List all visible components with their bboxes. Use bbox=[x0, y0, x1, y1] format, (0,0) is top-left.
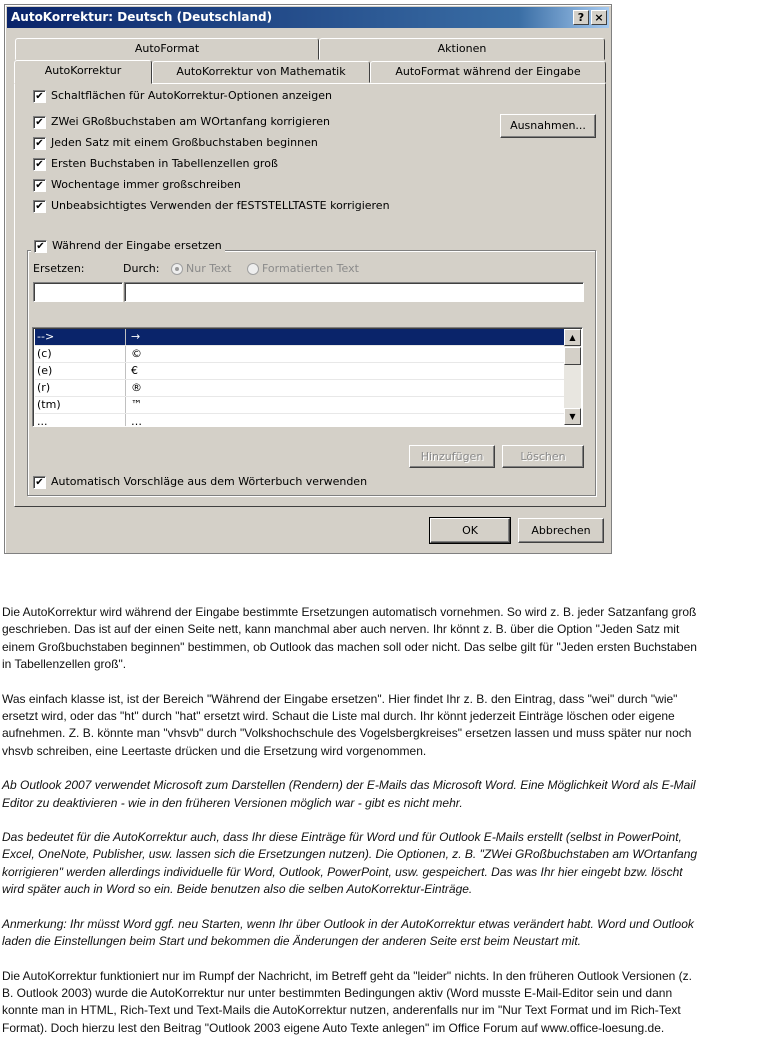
exceptions-button[interactable]: Ausnahmen... bbox=[500, 114, 596, 138]
checkbox-label: Automatisch Vorschläge aus dem Wörterbuch verwenden bbox=[51, 475, 368, 488]
checkbox-icon[interactable]: ✔ bbox=[33, 476, 46, 489]
checkbox-label: Jeden Satz mit einem Großbuchstaben beginnen bbox=[51, 136, 318, 149]
tab-autokorrektur[interactable]: AutoKorrektur bbox=[14, 60, 152, 84]
tab-autoformat[interactable]: AutoFormat bbox=[15, 38, 319, 60]
checkbox-icon[interactable]: ✔ bbox=[33, 116, 46, 129]
list-item[interactable] bbox=[35, 329, 565, 346]
delete-button[interactable]: Löschen bbox=[502, 445, 584, 468]
list-item[interactable] bbox=[35, 397, 565, 414]
checkbox-label: Schaltflächen für AutoKorrektur-Optionen anzeigen bbox=[51, 89, 332, 102]
checkbox-icon[interactable]: ✔ bbox=[33, 179, 46, 192]
list-item[interactable] bbox=[35, 414, 565, 427]
list-item-from: (tm) bbox=[37, 398, 61, 411]
ok-button[interactable]: OK bbox=[430, 518, 510, 543]
list-item[interactable] bbox=[35, 363, 565, 380]
replace-input[interactable] bbox=[33, 282, 123, 302]
list-item[interactable] bbox=[35, 380, 565, 397]
radio-label: Formatierten Text bbox=[262, 262, 359, 275]
checkbox-table-cells[interactable] bbox=[33, 157, 278, 171]
with-input[interactable] bbox=[124, 282, 584, 302]
checkbox-icon[interactable]: ✔ bbox=[33, 158, 46, 171]
tab-aktionen[interactable]: Aktionen bbox=[319, 38, 605, 60]
checkbox-caps-lock[interactable] bbox=[33, 199, 390, 213]
with-label: Durch: bbox=[123, 262, 160, 275]
autocorrect-dialog bbox=[4, 4, 612, 554]
list-item-from: --> bbox=[37, 330, 55, 343]
checkbox-replace-while-typing[interactable] bbox=[31, 239, 225, 253]
tab-autoformat-eingabe[interactable]: AutoFormat während der Eingabe bbox=[370, 61, 606, 83]
checkbox-label: ZWei GRoßbuchstaben am WOrtanfang korrigieren bbox=[51, 115, 330, 128]
replacement-list[interactable] bbox=[32, 327, 583, 427]
list-item-from: (r) bbox=[37, 381, 51, 394]
checkbox-icon[interactable]: ✔ bbox=[33, 90, 46, 103]
close-icon[interactable]: × bbox=[591, 10, 607, 25]
column-divider bbox=[125, 380, 126, 396]
list-item-to: © bbox=[131, 347, 142, 360]
checkbox-icon[interactable]: ✔ bbox=[33, 137, 46, 150]
checkbox-label: Während der Eingabe ersetzen bbox=[52, 239, 222, 252]
checkbox-show-buttons[interactable] bbox=[33, 89, 332, 103]
list-item-to: ™ bbox=[131, 398, 142, 411]
column-divider bbox=[125, 329, 126, 345]
radio-icon[interactable] bbox=[247, 263, 259, 275]
article-paragraph: Die AutoKorrektur funktioniert nur im Rumpf der Nachricht, im Betreff geht da "leider" nichts. In den früheren Outlook Versionen (z. B. Outlook 2003) wurde die AutoKorrektur nur unter bestimmten Bedingungen aktiv (Word musste E-Mail-Editor sein und dann konnte man in HTML, Rich-Text und Text-Mails die AutoKorrektur nutzen, anderenfalls nur im "Nur Text Format und im Rich-Text Format). Doch hierzu lest den Beitrag "Outlook 2003 eigene Auto Texte anlegen" im Office Forum auf www.office-loesung.de. bbox=[2, 968, 692, 1035]
article-paragraph: Anmerkung: Ihr müsst Word ggf. neu Starten, wenn Ihr über Outlook in der AutoKorrektur etwas verändert habt. Word und Outlook laden die Einstellungen beim Start und bekommen die Änderungen der anderen Seite erst beim Neustart mit. bbox=[2, 916, 694, 949]
checkbox-label: Ersten Buchstaben in Tabellenzellen groß bbox=[51, 157, 278, 170]
checkbox-icon[interactable]: ✔ bbox=[34, 240, 47, 253]
list-item-to: … bbox=[131, 415, 142, 427]
list-scrollbar[interactable] bbox=[564, 329, 581, 425]
add-button[interactable]: Hinzufügen bbox=[409, 445, 495, 468]
list-item-to: → bbox=[131, 330, 141, 343]
radio-icon[interactable] bbox=[171, 263, 183, 275]
list-item-from: (e) bbox=[37, 364, 53, 377]
radio-label: Nur Text bbox=[186, 262, 232, 275]
checkbox-icon[interactable]: ✔ bbox=[33, 200, 46, 213]
radio-formatted-text[interactable] bbox=[247, 262, 359, 276]
list-item[interactable] bbox=[35, 346, 565, 363]
list-item-from: ... bbox=[37, 415, 48, 427]
tab-autokorrektur-mathematik[interactable]: AutoKorrektur von Mathematik bbox=[152, 61, 370, 83]
replace-label: Ersetzen: bbox=[33, 262, 85, 275]
scroll-thumb[interactable] bbox=[564, 347, 581, 365]
column-divider bbox=[125, 414, 126, 427]
checkbox-sentence-caps[interactable] bbox=[33, 136, 318, 150]
article-text bbox=[0, 604, 768, 1054]
checkbox-dictionary-suggestions[interactable] bbox=[33, 475, 367, 489]
list-item-to: € bbox=[131, 364, 138, 377]
column-divider bbox=[125, 363, 126, 379]
list-item-to: ® bbox=[131, 381, 142, 394]
column-divider bbox=[125, 397, 126, 413]
article-paragraph: Das bedeutet für die AutoKorrektur auch, dass Ihr diese Einträge für Word und für Outlook E-Mails erstellt (selbst in PowerPoint, Excel, OneNote, Publisher, usw. lassen sich die Ersetzungen nutzen). Die Optionen, z. B. "ZWei GRoßbuchstaben am WOrtanfang korrigieren" werden allerdings individuelle für Word, Outlook, PowerPoint, usw. gespeichert. Das was Ihr hier eingebt bzw. löscht wird später auch in Word so ein. Beide benutzen also die selben AutoKorrektur-Einträge. bbox=[2, 830, 698, 897]
list-item-from: (c) bbox=[37, 347, 52, 360]
dialog-titlebar[interactable] bbox=[7, 7, 609, 28]
scroll-down-icon[interactable]: ▼ bbox=[564, 408, 581, 425]
column-divider bbox=[125, 346, 126, 362]
radio-plain-text[interactable] bbox=[171, 262, 231, 276]
scroll-up-icon[interactable]: ▲ bbox=[564, 329, 581, 346]
help-icon[interactable]: ? bbox=[573, 10, 589, 25]
dialog-title: AutoKorrektur: Deutsch (Deutschland) bbox=[11, 10, 273, 24]
checkbox-weekdays[interactable] bbox=[33, 178, 241, 192]
article-paragraph: Was einfach klasse ist, ist der Bereich "Während der Eingabe ersetzen". Hier findet Ihr z. B. den Eintrag, dass "wei" durch "wie" ersetzt wird, oder das "ht" durch "hat" ersetzt wird. Schaut die Liste mal durch. Ihr könnt jederzeit Einträge löschen oder eigene aufnehmen. Z. B. könnte man "vhsvb" durch "Volkshochschule des Vogelsbergkreises" ersetzen lassen und muss später nur noch vhsvb schreiben, eine Leertaste drücken und die Ersetzung wird vorgenommen. bbox=[2, 691, 692, 758]
cancel-button[interactable]: Abbrechen bbox=[518, 518, 604, 543]
checkbox-label: Wochentage immer großschreiben bbox=[51, 178, 241, 191]
checkbox-two-caps[interactable] bbox=[33, 115, 330, 129]
article-paragraph: Die AutoKorrektur wird während der Eingabe bestimmte Ersetzungen automatisch vornehmen. So wird z. B. jeder Satzanfang groß geschrieben. Das ist auf der einen Seite nett, kann manchmal aber auch nerven. Ihr könnt z. B. über die Option "Jeden Satz mit einem Großbuchstaben beginnen" bestimmen, ob Outlook das machen soll oder nicht. Das selbe gilt für "Jeden ersten Buchstaben in Tabellenzellen groß". bbox=[2, 605, 697, 672]
checkbox-label: Unbeabsichtigtes Verwenden der fESTSTELLTASTE korrigieren bbox=[51, 199, 390, 212]
article-paragraph: Ab Outlook 2007 verwendet Microsoft zum Darstellen (Rendern) der E-Mails das Microsoft Word. Eine Möglichkeit Word als E-Mail Editor zu deaktivieren - wie in den früheren Versionen möglich war - gibt es nicht mehr. bbox=[2, 778, 696, 810]
